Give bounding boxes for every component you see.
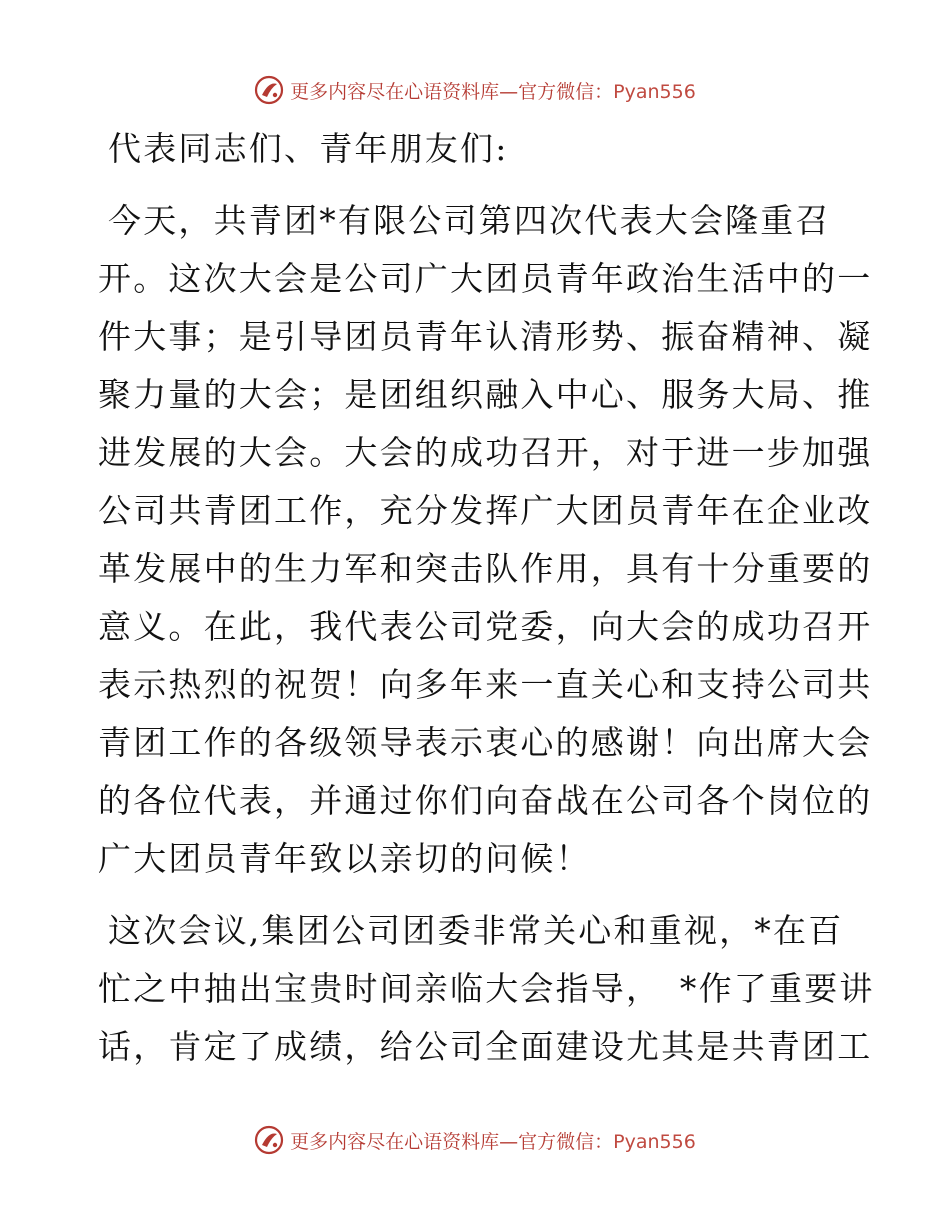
text-line: 表示热烈的祝贺！向多年来一直关心和支持公司共 [98, 665, 873, 704]
watermark-text [290, 1127, 696, 1154]
paragraph-2 [98, 902, 875, 1076]
text-line: 话，肯定了成绩，给公司全面建设尤其是共青团工 [98, 1027, 873, 1066]
header-watermark [0, 72, 950, 108]
footer-watermark [0, 1122, 950, 1158]
salutation: 代表同志们、青年朋友们: [108, 129, 509, 168]
document-body [98, 120, 875, 1076]
text-line: 的各位代表，并通过你们向奋战在公司各个岗位的 [98, 781, 873, 820]
watermark-text [290, 77, 696, 104]
text-line: 青团工作的各级领导表示衷心的感谢！向出席大会 [98, 723, 873, 762]
text-line: 件大事；是引导团员青年认清形势、振奋精神、凝 [98, 317, 873, 356]
text-line: 公司共青团工作，充分发挥广大团员青年在企业改 [98, 491, 873, 530]
text-line: 这次会议,集团公司团委非常关心和重视，*在百 [108, 911, 844, 950]
text-line: 广大团员青年致以亲切的问候！ [98, 839, 591, 878]
text-line: 进发展的大会。大会的成功召开，对于进一步加强 [98, 433, 873, 472]
watermark-wechat-id: Pyan556 [613, 1130, 696, 1153]
paragraph-1 [98, 192, 873, 888]
watermark-label: 更多内容尽在心语资料库—官方微信： [290, 1130, 614, 1153]
text-line: 今天，共青团*有限公司第四次代表大会隆重召 [108, 201, 831, 240]
watermark-logo-icon [254, 1125, 284, 1155]
watermark-wechat-id: Pyan556 [613, 80, 696, 103]
text-line: 聚力量的大会；是团组织融入中心、服务大局、推 [98, 375, 873, 414]
text-line: 意义。在此，我代表公司党委，向大会的成功召开 [98, 607, 873, 646]
text-line: 开。这次大会是公司广大团员青年政治生活中的一 [98, 259, 873, 298]
watermark-logo-icon [254, 75, 284, 105]
text-line: 革发展中的生力军和突击队作用，具有十分重要的 [98, 549, 873, 588]
watermark-label: 更多内容尽在心语资料库—官方微信： [290, 80, 614, 103]
text-line: 忙之中抽出宝贵时间亲临大会指导， *作了重要讲 [98, 969, 875, 1008]
